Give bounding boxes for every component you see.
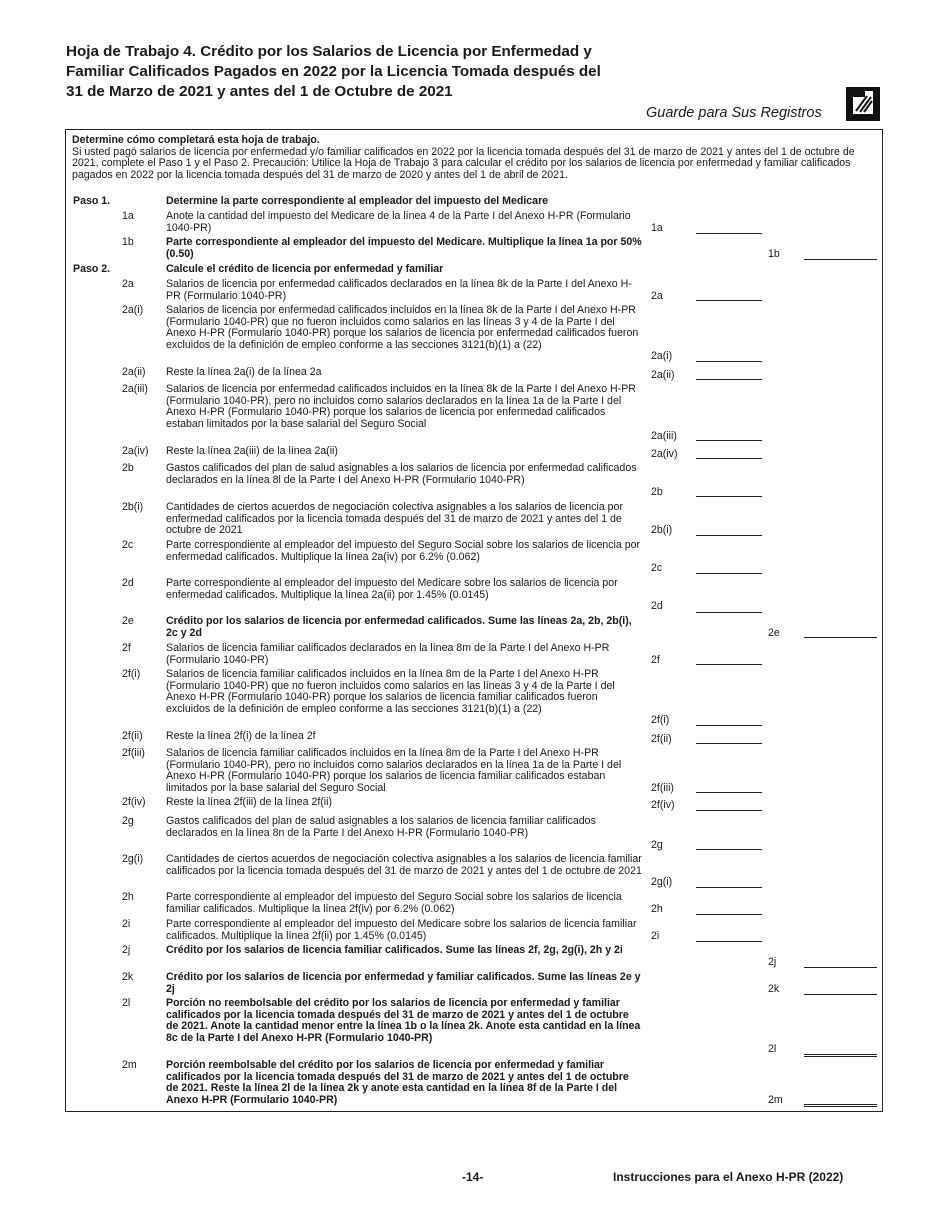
instructions-body: Si usted pagó salarios de licencia por enfermedad y/o familiar calificados en 2022 por la licencia tomada después del 31 de marzo de 2021 y antes del 1 de octubre de 2021, complete el Paso 1 y el Paso 2. Precaución: Utilice la Hoja de Trabajo 3 para calcular el crédito por los salarios de licencia por enfermedad y familiar calificados pagados en 2022 por la licencia tomada después del 31 de marzo de 2020 y antes del 1 de abril de 2021. (72, 145, 855, 181)
line-2f-iii-entry[interactable] (696, 792, 762, 793)
keep-records-icon (846, 87, 880, 121)
line-text: Reste la línea 2a(iii) de la línea 2a(ii) (166, 445, 338, 457)
line-text: Cantidades de ciertos acuerdos de negociación colectiva asignables a los salarios de licencia familiar calificados por la licencia tomada después del 31 de marzo de 2021 y antes del 1 de octubre de 2021 (166, 853, 642, 877)
line-text: Parte correspondiente al empleador del impuesto del Medicare. Multiplique la línea 1a por 50% (0.50) (166, 236, 642, 260)
line-text: Gastos calificados del plan de salud asignables a los salarios de licencia familiar calificados declarados en la línea 8n de la Parte I del Anexo H-PR (Formulario 1040-PR) (166, 815, 596, 839)
line-ref: 1b (768, 248, 780, 260)
line-2l-entry[interactable] (804, 1054, 877, 1057)
line-number: 2a (122, 278, 134, 290)
line-number: 2d (122, 577, 134, 589)
line-text: Reste la línea 2f(i) de la línea 2f (166, 730, 316, 742)
instructions-heading: Determine cómo completará esta hoja de trabajo. (72, 134, 320, 146)
line-2b-i-entry[interactable] (696, 535, 762, 536)
line-text: Anote la cantidad del impuesto del Medicare de la línea 4 de la Parte I del Anexo H-PR (Formulario 1040-PR) (166, 210, 631, 234)
line-number: 2k (122, 971, 134, 983)
line-ref: 2a (651, 290, 663, 302)
keep-for-records-note: Guarde para Sus Registros (646, 105, 822, 121)
line-ref: 2g (651, 839, 663, 851)
line-ref: 2c (651, 562, 663, 574)
line-2a-iii-entry[interactable] (696, 440, 762, 441)
step-2-title: Calcule el crédito de licencia por enfermedad y familiar (166, 263, 444, 275)
line-text: Reste la línea 2f(iii) de la línea 2f(ii) (166, 796, 333, 808)
line-2g-entry[interactable] (696, 849, 762, 850)
line-number: 2b(i) (122, 501, 144, 513)
line-ref: 2l (768, 1043, 777, 1055)
line-text: Salarios de licencia familiar calificados incluidos en la línea 8m de la Parte I del Anexo H-PR (Formulario 1040-PR) que no fueron incluidos como salarios en las líneas 3 y 4 de la Parte I del Anexo H-PR (Formulario 1040-PR) porque los salarios de licencia familiar calificados fueron excluidos de la definición de empleo conforme a las secciones 3121(b)(1) a (22) (166, 668, 615, 716)
line-text: Porción no reembolsable del crédito por los salarios de licencia por enfermedad y familiar calificados por la licencia tomada después del 31 de marzo de 2021 y antes del 1 de octubre de 2021. Anote la cantidad menor entre la línea 1b o la línea 2k. Anote esta cantidad en la línea 8c de la Parte I del Anexo H-PR (Formulario 1040-PR) (166, 997, 641, 1045)
line-number: 2a(iii) (122, 383, 148, 395)
line-ref: 2b(i) (651, 524, 673, 536)
page-number: -14- (462, 1170, 484, 1184)
line-text: Salarios de licencia por enfermedad calificados declarados en la línea 8k de la Parte I del Anexo H-PR (Formulario 1040-PR) (166, 278, 632, 302)
line-2f-entry[interactable] (696, 664, 762, 665)
line-ref: 2j (768, 956, 777, 968)
line-number: 2f (122, 642, 131, 654)
line-text: Crédito por los salarios de licencia familiar calificados. Sume las líneas 2f, 2g, 2g(i), 2h y 2i (166, 944, 623, 956)
line-ref: 2a(iii) (651, 430, 677, 442)
line-ref: 2a(iv) (651, 448, 678, 460)
line-2a-i-entry[interactable] (696, 361, 762, 362)
line-number: 2f(iv) (122, 796, 146, 808)
line-number: 2h (122, 891, 134, 903)
line-ref: 1a (651, 222, 663, 234)
step-1-title: Determine la parte correspondiente al empleador del impuesto del Medicare (166, 195, 549, 207)
line-text: Gastos calificados del plan de salud asignables a los salarios de licencia por enfermedad calificados declarados en la línea 8l de la Parte I del Anexo H-PR (Formulario 1040-PR) (166, 462, 637, 486)
line-ref: 2g(i) (651, 876, 673, 888)
line-number: 1b (122, 236, 134, 248)
line-ref: 2a(ii) (651, 369, 675, 381)
line-2g-i-entry[interactable] (696, 887, 762, 888)
line-ref: 2f(ii) (651, 733, 672, 745)
line-text: Salarios de licencia familiar calificados declarados en la línea 8m de la Parte I del Anexo H-PR (Formulario 1040-PR) (166, 642, 610, 666)
line-2i-entry[interactable] (696, 941, 762, 942)
line-2a-iv-entry[interactable] (696, 458, 762, 459)
line-2j-entry[interactable] (804, 967, 877, 968)
line-1a-entry[interactable] (696, 233, 762, 234)
line-number: 2j (122, 944, 131, 956)
line-number: 2a(iv) (122, 445, 149, 457)
line-2d-entry[interactable] (696, 612, 762, 613)
line-number: 2g (122, 815, 134, 827)
line-1b-entry[interactable] (804, 259, 877, 260)
line-number: 2a(ii) (122, 366, 146, 378)
line-number: 2f(i) (122, 668, 141, 680)
line-number: 2b (122, 462, 134, 474)
line-2b-entry[interactable] (696, 496, 762, 497)
line-text: Parte correspondiente al empleador del impuesto del Seguro Social sobre los salarios de licencia familiar calificados. Multiplique la línea 2f(iv) por 6.2% (0.062) (166, 891, 622, 915)
line-ref: 2m (768, 1094, 783, 1106)
line-ref: 2f(iii) (651, 782, 674, 794)
line-number: 2m (122, 1059, 137, 1071)
line-ref: 2h (651, 903, 663, 915)
line-number: 2e (122, 615, 134, 627)
line-2a-ii-entry[interactable] (696, 379, 762, 380)
line-2f-i-entry[interactable] (696, 725, 762, 726)
line-text: Parte correspondiente al empleador del impuesto del Seguro Social sobre los salarios de licencia por enfermedad calificados. Multiplique la línea 2a(iv) por 6.2% (0.062) (166, 539, 641, 563)
line-ref: 2k (768, 983, 780, 995)
line-ref: 2b (651, 486, 663, 498)
line-2e-entry[interactable] (804, 637, 877, 638)
line-2k-entry[interactable] (804, 994, 877, 995)
line-text: Parte correspondiente al empleador del impuesto del Medicare sobre los salarios de licencia familiar calificados. Multiplique la línea 2f(ii) por 1.45% (0.0145) (166, 918, 637, 942)
line-number: 2i (122, 918, 131, 930)
worksheet-title: Hoja de Trabajo 4. Crédito por los Salarios de Licencia por Enfermedad y Familiar Calificados Pagados en 2022 por la Licencia Tomada después del 31 de Marzo de 2021 y antes del 1 de Octubre de 2021 (66, 43, 601, 100)
line-2a-entry[interactable] (696, 300, 762, 301)
line-ref: 2i (651, 930, 660, 942)
step-2-label: Paso 2. (73, 263, 111, 275)
line-ref: 2f(iv) (651, 799, 675, 811)
line-number: 2a(i) (122, 304, 144, 316)
worksheet-instructions (72, 135, 878, 181)
line-number: 2c (122, 539, 134, 551)
line-number: 2g(i) (122, 853, 144, 865)
footer-document-title: Instrucciones para el Anexo H-PR (2022) (613, 1170, 844, 1184)
step-1-label: Paso 1. (73, 195, 111, 207)
line-2h-entry[interactable] (696, 914, 762, 915)
line-ref: 2f(i) (651, 714, 670, 726)
line-text: Salarios de licencia por enfermedad calificados incluidos en la línea 8k de la Parte I del Anexo H-PR (Formulario 1040-PR) que no fueron incluidos como salarios en las líneas 3 y 4 de la Parte I del Anexo H-PR (Formulario 1040-PR) porque los salarios de licencia por enfermedad calificados fueron excluidos de la definición de empleo conforme a las secciones 3121(b)(1) a (22) (166, 304, 639, 352)
line-ref: 2d (651, 600, 663, 612)
line-2c-entry[interactable] (696, 573, 762, 574)
line-text: Porción reembolsable del crédito por los salarios de licencia por enfermedad y familiar calificados por la licencia tomada después del 31 de marzo de 2021 y antes del 1 de octubre de 2021. Reste la línea 2l de la línea 2k y anote esta cantidad en la línea 8f de la Parte I del Anexo H-PR (Formulario 1040-PR) (166, 1059, 629, 1107)
line-ref: 2f (651, 654, 660, 666)
line-ref: 2a(i) (651, 350, 673, 362)
line-number: 2f(iii) (122, 747, 145, 759)
line-number: 1a (122, 210, 134, 222)
line-number: 2l (122, 997, 131, 1009)
line-text: Salarios de licencia familiar calificados incluidos en la línea 8m de la Parte I del Anexo H-PR (Formulario 1040-PR), pero no incluidos como salarios declarados en la línea 1a de la Parte I del Anexo H-PR (Formulario 1040-PR) porque los salarios de licencia familiar calificados estaban limitados por la base salarial del Seguro Social (166, 747, 622, 795)
line-number: 2f(ii) (122, 730, 143, 742)
line-text: Parte correspondiente al empleador del impuesto del Medicare sobre los salarios de licencia por enfermedad calificados. Multiplique la línea 2a(ii) por 1.45% (0.0145) (166, 577, 618, 601)
line-2f-ii-entry[interactable] (696, 743, 762, 744)
line-2f-iv-entry[interactable] (696, 810, 762, 811)
line-ref: 2e (768, 627, 780, 639)
line-2m-entry[interactable] (804, 1104, 877, 1107)
line-text: Salarios de licencia por enfermedad calificados incluidos en la línea 8k de la Parte I del Anexo H-PR (Formulario 1040-PR), pero no incluidos como salarios declarados en la línea 1a de la Parte I del Anexo H-PR (Formulario 1040-PR) porque los salarios de licencia por enfermedad calificados estaban limitados por la base salarial del Seguro Social (166, 383, 636, 431)
line-text: Crédito por los salarios de licencia por enfermedad y familiar calificados. Sume las líneas 2e y 2j (166, 971, 641, 995)
line-text: Reste la línea 2a(i) de la línea 2a (166, 366, 322, 378)
line-text: Cantidades de ciertos acuerdos de negociación colectiva asignables a los salarios de licencia por enfermedad calificados por la licencia tomada después del 31 de marzo de 2021 y antes del 1 de octubre de 2021 (166, 501, 623, 537)
worksheet-title-block (66, 42, 606, 102)
line-text: Crédito por los salarios de licencia por enfermedad calificados. Sume las líneas 2a, 2b, 2b(i), 2c y 2d (166, 615, 632, 639)
